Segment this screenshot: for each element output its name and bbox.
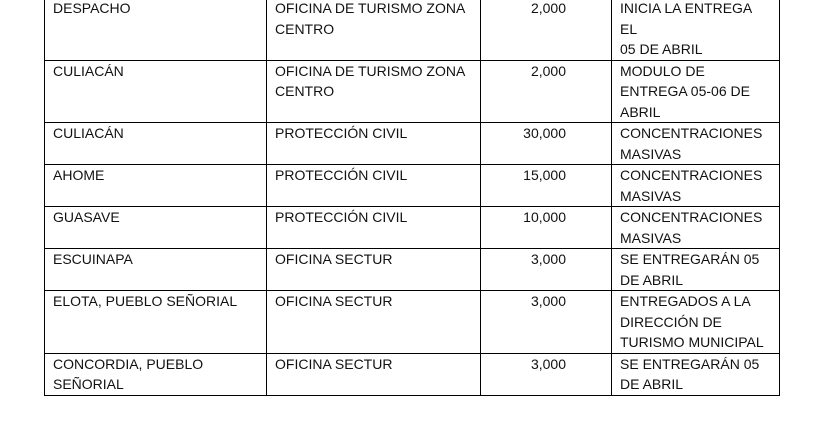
table-row bbox=[45, 0, 780, 60]
cantidad-cell: 3,000 bbox=[481, 249, 612, 291]
lugar-cell: OFICINA SECTUR bbox=[267, 249, 481, 291]
observaciones-cell: CONCENTRACIONES MASIVAS bbox=[612, 207, 780, 249]
observaciones-cell: CONCENTRACIONES MASIVAS bbox=[612, 165, 780, 207]
table-row bbox=[45, 165, 780, 207]
table-row bbox=[45, 60, 780, 123]
observaciones-cell: INICIA LA ENTREGA EL 05 DE ABRIL bbox=[612, 0, 780, 60]
observaciones-cell: MODULO DE ENTREGA 05-06 DE ABRIL bbox=[612, 60, 780, 123]
municipio-cell: ESCUINAPA bbox=[45, 249, 267, 291]
cantidad-cell: 15,000 bbox=[481, 165, 612, 207]
cantidad-cell: 2,000 bbox=[481, 0, 612, 60]
table-row bbox=[45, 353, 780, 395]
observaciones-cell: SE ENTREGARÁN 05 DE ABRIL bbox=[612, 249, 780, 291]
table-row bbox=[45, 207, 780, 249]
observaciones-cell: SE ENTREGARÁN 05 DE ABRIL bbox=[612, 353, 780, 395]
municipio-cell: DESPACHO bbox=[45, 0, 267, 60]
cantidad-cell: 10,000 bbox=[481, 207, 612, 249]
municipio-cell: ELOTA, PUEBLO SEÑORIAL bbox=[45, 291, 267, 354]
lugar-cell: OFICINA SECTUR bbox=[267, 353, 481, 395]
lugar-cell: OFICINA SECTUR bbox=[267, 291, 481, 354]
municipio-cell: AHOME bbox=[45, 165, 267, 207]
table-row bbox=[45, 249, 780, 291]
observaciones-cell: ENTREGADOS A LA DIRECCIÓN DE TURISMO MUNICIPAL bbox=[612, 291, 780, 354]
lugar-cell: PROTECCIÓN CIVIL bbox=[267, 207, 481, 249]
municipio-cell: CULIACÁN bbox=[45, 60, 267, 123]
distribution-table bbox=[44, 0, 780, 396]
lugar-cell: OFICINA DE TURISMO ZONA CENTRO bbox=[267, 0, 481, 60]
cantidad-cell: 30,000 bbox=[481, 123, 612, 165]
table-row bbox=[45, 123, 780, 165]
lugar-cell: OFICINA DE TURISMO ZONA CENTRO bbox=[267, 60, 481, 123]
cantidad-cell: 3,000 bbox=[481, 353, 612, 395]
lugar-cell: PROTECCIÓN CIVIL bbox=[267, 165, 481, 207]
table-row bbox=[45, 291, 780, 354]
cantidad-cell: 2,000 bbox=[481, 60, 612, 123]
cantidad-cell: 3,000 bbox=[481, 291, 612, 354]
municipio-cell: CONCORDIA, PUEBLO SEÑORIAL bbox=[45, 353, 267, 395]
observaciones-cell: CONCENTRACIONES MASIVAS bbox=[612, 123, 780, 165]
municipio-cell: GUASAVE bbox=[45, 207, 267, 249]
lugar-cell: PROTECCIÓN CIVIL bbox=[267, 123, 481, 165]
municipio-cell: CULIACÁN bbox=[45, 123, 267, 165]
